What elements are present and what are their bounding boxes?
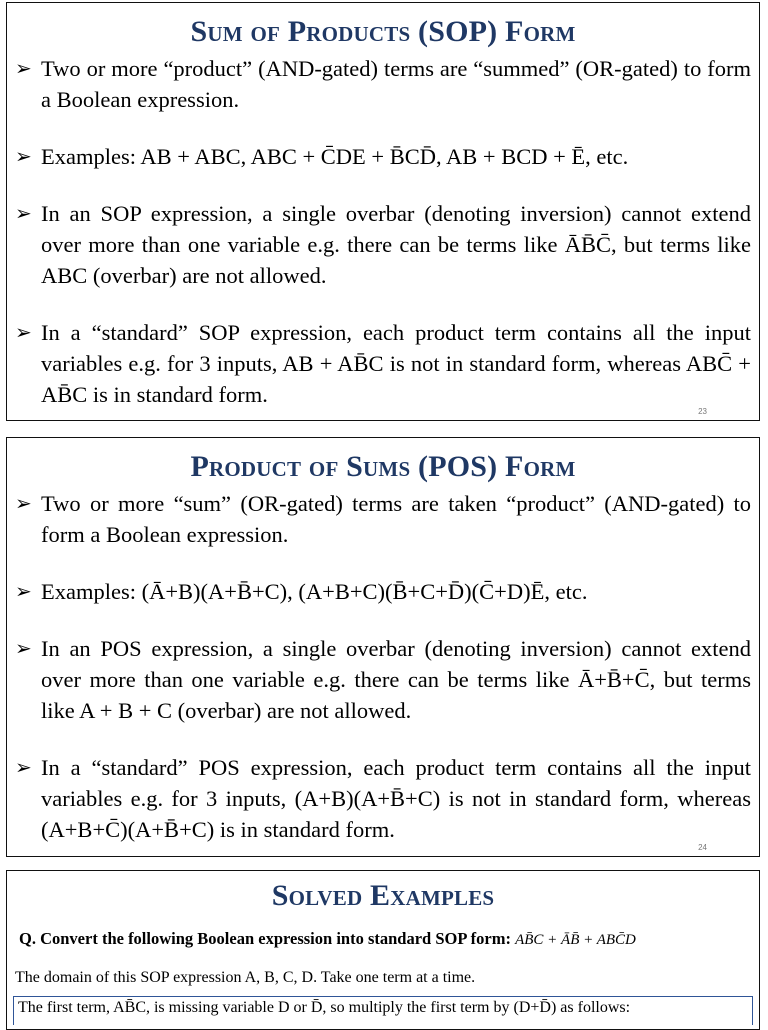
arrow-bullet-icon: ➢ [15, 579, 32, 603]
question-label: Q. Convert the following Boolean expression into standard SOP form [19, 929, 506, 948]
sop-bullet-list [7, 49, 759, 410]
arrow-bullet-icon: ➢ [15, 201, 32, 225]
pos-bullet-3: ➢ In an POS expression, a single overbar (denoting inversion) cannot extend over more than one variable e.g. there can be terms like Ā+B̄+C̄, but terms like A + B + C (overbar) are not allowed. [7, 633, 759, 726]
solved-examples-slide [6, 870, 760, 1030]
sop-bullet-1: ➢ Two or more “product” (AND-gated) terms are “summed” (OR-gated) to form a Boolean expression. [7, 53, 759, 115]
arrow-bullet-icon: ➢ [15, 320, 32, 344]
page-number: 23 [698, 407, 707, 416]
sop-bullet-4: ➢ In a “standard” SOP expression, each product term contains all the input variables e.g. for 3 inputs, AB + AB̄C is not in standard form, whereas ABC̄ + AB̄C is in standard form. [7, 317, 759, 410]
sop-bullet-2: ➢ Examples: AB + ABC, ABC + C̄DE + B̄CD̄, AB + BCD + Ē, etc. [7, 141, 759, 172]
first-term-box [13, 996, 753, 1025]
pos-slide [6, 437, 760, 857]
pos-title: Product of Sums (POS) Form [190, 450, 576, 483]
arrow-bullet-icon: ➢ [15, 491, 32, 515]
arrow-bullet-icon: ➢ [15, 636, 32, 660]
first-term-text: The first term, AB̄C, is missing variable D or D̄, so multiply the first term by (D+D̄) as follows: [18, 999, 631, 1016]
solved-title: Solved Examples [271, 879, 495, 912]
pos-bullet-2: ➢ Examples: (Ā+B)(A+B̄+C), (A+B+C)(B̄+C+D̄)(C̄+D)Ē, etc. [7, 576, 759, 607]
pos-bullet-list [7, 484, 759, 845]
arrow-bullet-icon: ➢ [15, 144, 32, 168]
question-expression: AB̄C + ĀB̄ + ABC̄D [515, 932, 636, 948]
page-number: 24 [698, 843, 707, 852]
sop-bullet-3: ➢ In an SOP expression, a single overbar (denoting inversion) cannot extend over more than one variable e.g. there can be terms like ĀB̄C̄, but terms like ABC (overbar) are not allowed. [7, 198, 759, 291]
question: Q. Convert the following Boolean expression into standard SOP form: AB̄C + ĀB̄ + ABC̄D [19, 929, 636, 948]
sop-title: Sum of Products (SOP) Form [190, 15, 576, 48]
sop-slide [6, 2, 760, 421]
domain-text: The domain of this SOP expression A, B, C, D. Take one term at a time. [15, 969, 476, 986]
pos-bullet-1: ➢ Two or more “sum” (OR-gated) terms are taken “product” (AND-gated) to form a Boolean expression. [7, 488, 759, 550]
arrow-bullet-icon: ➢ [15, 755, 32, 779]
pos-bullet-4: ➢ In a “standard” POS expression, each product term contains all the input variables e.g. for 3 inputs, (A+B)(A+B̄+C) is not in standard form, whereas (A+B+C̄)(A+B̄+C) is in standard form. [7, 752, 759, 845]
arrow-bullet-icon: ➢ [15, 56, 32, 80]
